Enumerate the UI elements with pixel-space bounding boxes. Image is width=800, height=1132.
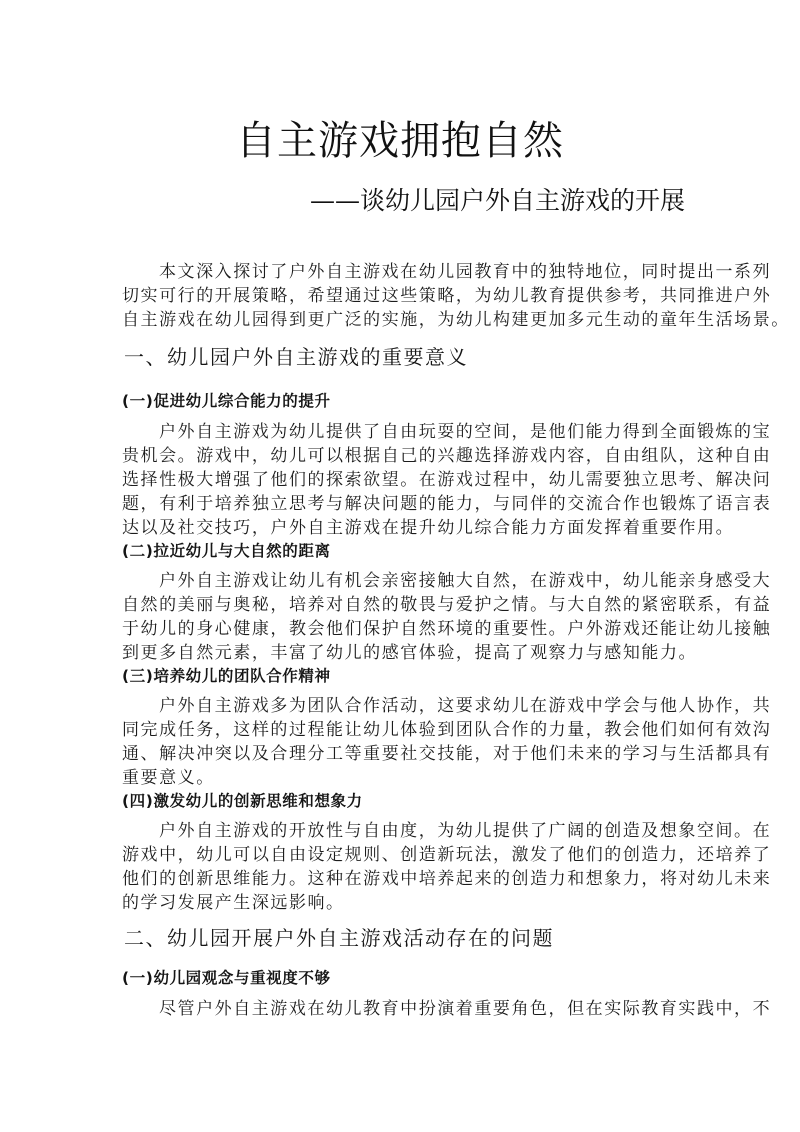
body-line: 户外自主游戏的开放性与自由度，为幼儿提供了广阔的创造及想象空间。在 (159, 821, 772, 841)
body-line: 通、解决冲突以及合理分工等重要社交技能，对于他们未来的学习与生活都具有 (122, 744, 772, 764)
body-line: 同完成任务，这样的过程能让幼儿体验到团队合作的力量，教会他们如何有效沟 (122, 720, 772, 740)
document-title: 自主游戏拥抱自然 (236, 118, 564, 164)
body-line: 游戏中，幼儿可以自由设定规则、创造新玩法，激发了他们的创造力，还培养了 (122, 845, 772, 865)
document-subtitle: ——谈幼儿园户外自主游戏的开展 (310, 186, 686, 215)
body-line: 选择性极大增强了他们的探索欲望。在游戏过程中，幼儿需要独立思考、解决问 (122, 470, 772, 490)
abstract-line: 本文深入探讨了户外自主游戏在幼儿园教育中的独特地位，同时提出一系列 (159, 262, 772, 282)
body-line: 他们的创新思维能力。这种在游戏中培养起来的创造力和想象力，将对幼儿未来 (122, 869, 772, 889)
body-line: 户外自主游戏多为团队合作活动，这要求幼儿在游戏中学会与他人协作，共 (159, 696, 772, 716)
body-line: 尽管户外自主游戏在幼儿教育中扮演着重要角色，但在实际教育实践中，不 (159, 999, 772, 1019)
body-line: 户外自主游戏为幼儿提供了自由玩耍的空间，是他们能力得到全面锻炼的宝 (159, 422, 772, 442)
body-line: 贵机会。游戏中，幼儿可以根据自己的兴趣选择游戏内容，自由组队，这种自由 (122, 446, 772, 466)
body-line: 达以及社交技巧，户外自主游戏在提升幼儿综合能力方面发挥着重要作用。 (122, 518, 735, 538)
body-line: 于幼儿的身心健康，教会他们保护自然环境的重要性。户外游戏还能让幼儿接触 (122, 619, 772, 639)
body-line: 重要意义。 (122, 768, 215, 788)
subsection-heading: (二)拉近幼儿与大自然的距离 (122, 542, 331, 560)
section-heading: 一、幼儿园户外自主游戏的重要意义 (124, 345, 468, 369)
subsection-heading: (一)促进幼儿综合能力的提升 (122, 392, 331, 410)
body-line: 的学习发展产生深远影响。 (122, 893, 345, 913)
abstract-line: 切实可行的开展策略，希望通过这些策略，为幼儿教育提供参考，共同推进户外 (122, 286, 772, 306)
subsection-heading: (四)激发幼儿的创新思维和想象力 (122, 792, 363, 810)
abstract-line: 自主游戏在幼儿园得到更广泛的实施，为幼儿构建更加多元生动的童年生活场景。 (122, 310, 790, 330)
section-heading: 二、幼儿园开展户外自主游戏活动存在的问题 (124, 926, 554, 950)
body-line: 户外自主游戏让幼儿有机会亲密接触大自然，在游戏中，幼儿能亲身感受大 (159, 571, 772, 591)
body-line: 题，有利于培养独立思考与解决问题的能力，与同伴的交流合作也锻炼了语言表 (122, 494, 772, 514)
body-line: 自然的美丽与奥秘，培养对自然的敬畏与爱护之情。与大自然的紧密联系，有益 (122, 595, 772, 615)
subsection-heading: (一)幼儿园观念与重视度不够 (122, 969, 331, 987)
subsection-heading: (三)培养幼儿的团队合作精神 (122, 667, 331, 685)
body-line: 到更多自然元素，丰富了幼儿的感官体验，提高了观察力与感知能力。 (122, 643, 698, 663)
